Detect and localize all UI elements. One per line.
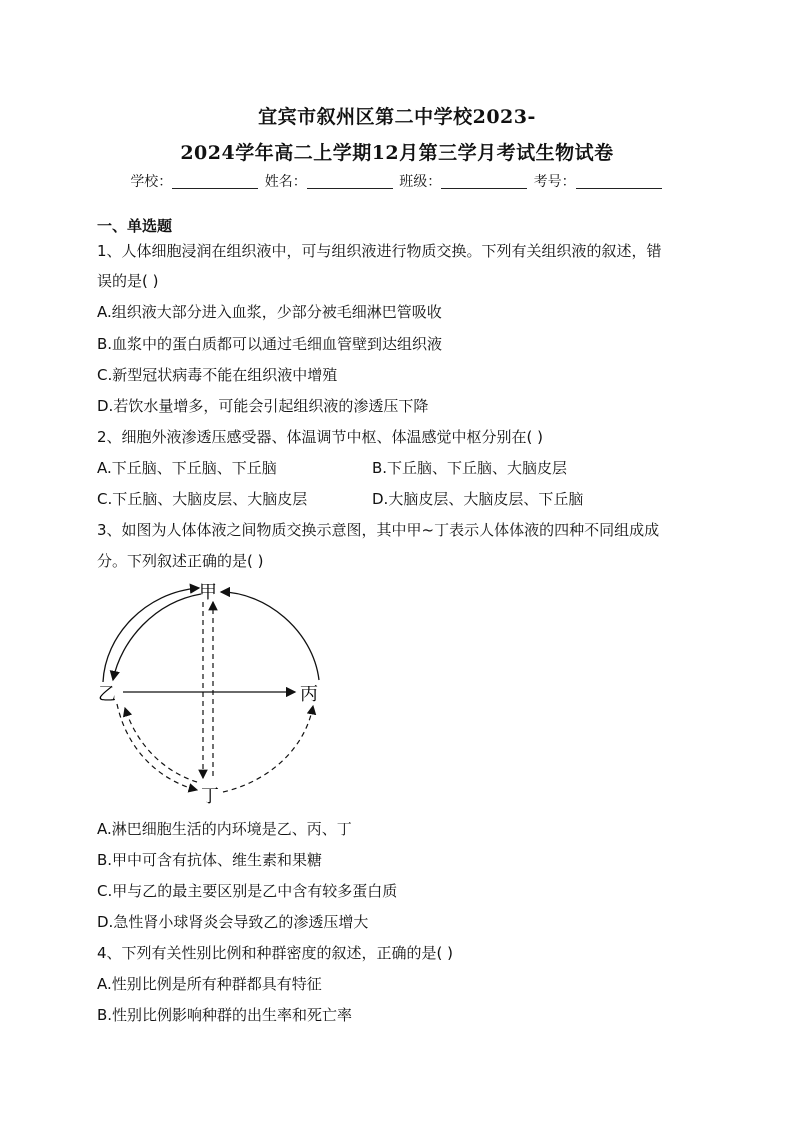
q3-stem-line2: 分。下列叙述正确的是( ): [97, 552, 264, 570]
q3-option-c: C.甲与乙的最主要区别是乙中含有较多蛋白质: [97, 882, 398, 900]
arrow-jia-to-yi: [113, 594, 201, 680]
exam-title-line1: 宜宾市叙州区第二中学校2023-: [258, 106, 536, 128]
q2-option-d: D.大脑皮层、大脑皮层、下丘脑: [372, 490, 584, 508]
q1-stem-line2: 误的是( ): [97, 272, 159, 290]
q4-option-b: B.性别比例影响种群的出生率和死亡率: [97, 1006, 353, 1024]
section-title: 一、单选题: [97, 217, 173, 235]
q2-option-a: A.下丘脑、下丘脑、下丘脑: [97, 459, 277, 477]
q3-stem-line1: 3、如图为人体体液之间物质交换示意图，其中甲~丁表示人体体液的四种不同组成成: [97, 521, 660, 539]
label-ding: 丁: [201, 786, 219, 807]
q2-option-b: B.下丘脑、下丘脑、大脑皮层: [372, 459, 568, 477]
q3-option-d: D.急性肾小球肾炎会导致乙的渗透压增大: [97, 913, 369, 931]
label-jia: 甲: [199, 582, 217, 603]
exam-no-label: 考号：: [533, 174, 576, 190]
arrow-ding-to-yi: [125, 708, 197, 782]
arrow-bing-to-jia: [221, 592, 319, 680]
student-info-row: [0, 171, 794, 191]
q2-option-c: C.下丘脑、大脑皮层、大脑皮层: [97, 490, 308, 508]
q3-option-b: B.甲中可含有抗体、维生素和果糖: [97, 851, 323, 869]
q1-option-d: D.若饮水量增多，可能会引起组织液的渗透压下降: [97, 397, 429, 415]
name-field[interactable]: [307, 174, 393, 189]
arrow-ding-to-bing: [223, 706, 313, 792]
exam-no-field[interactable]: [576, 174, 662, 189]
q4-stem: 4、下列有关性别比例和种群密度的叙述，正确的是( ): [97, 944, 454, 962]
label-yi: 乙: [98, 684, 116, 705]
q1-option-a: A.组织液大部分进入血浆，少部分被毛细淋巴管吸收: [97, 303, 442, 321]
school-label: 学校：: [130, 174, 173, 190]
school-field[interactable]: [172, 174, 258, 189]
body-fluid-exchange-diagram: [95, 580, 335, 810]
exam-title-line2: 2024学年高二上学期12月第三学月考试生物试卷: [180, 142, 614, 164]
name-label: 姓名：: [264, 174, 307, 190]
q1-option-b: B.血浆中的蛋白质都可以通过毛细血管壁到达组织液: [97, 335, 443, 353]
q1-option-c: C.新型冠状病毒不能在组织液中增殖: [97, 366, 338, 384]
q1-stem-line1: 1、人体细胞浸润在组织液中，可与组织液进行物质交换。下列有关组织液的叙述，错: [97, 242, 662, 260]
class-field[interactable]: [441, 174, 527, 189]
label-bing: 丙: [300, 684, 318, 705]
class-label: 班级：: [399, 174, 442, 190]
q2-stem: 2、细胞外液渗透压感受器、体温调节中枢、体温感觉中枢分别在( ): [97, 428, 544, 446]
arrow-yi-to-jia: [103, 588, 199, 682]
q3-option-a: A.淋巴细胞生活的内环境是乙、丙、丁: [97, 820, 352, 838]
q4-option-a: A.性别比例是所有种群都具有特征: [97, 975, 322, 993]
